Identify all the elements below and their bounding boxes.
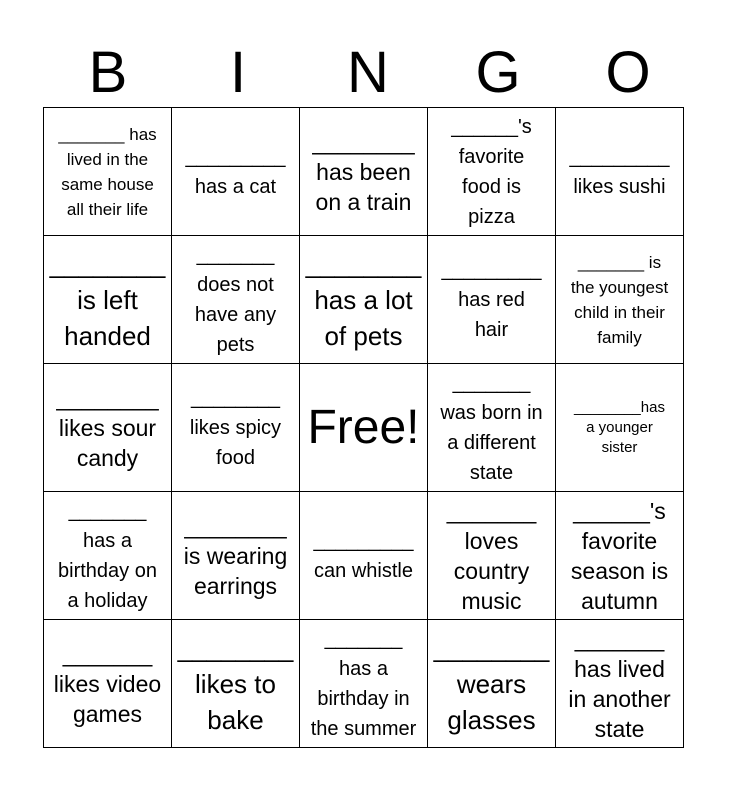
bingo-cell[interactable]: [428, 492, 556, 620]
bingo-cell[interactable]: [44, 108, 172, 236]
bingo-cell[interactable]: [44, 620, 172, 748]
bingo-cell[interactable]: [44, 492, 172, 620]
cell-text: ______'s favorite season is autumn: [570, 497, 669, 614]
cell-text: ______'s favorite food is pizza: [451, 115, 532, 228]
bingo-cell[interactable]: [556, 364, 684, 492]
bingo-cell[interactable]: [172, 492, 300, 620]
cell-text: _______ likes video games: [53, 640, 162, 727]
header-letter-b: B: [88, 40, 128, 105]
bingo-cell[interactable]: [44, 364, 172, 492]
bingo-cell[interactable]: [172, 620, 300, 748]
bingo-cell[interactable]: [172, 108, 300, 236]
cell-text: _______ does not have any pets: [194, 243, 277, 356]
free-space-cell[interactable]: [300, 364, 428, 492]
cell-text: ________ is wearing earrings: [183, 512, 288, 599]
bingo-cell[interactable]: [300, 620, 428, 748]
cell-text: _______ loves country music: [446, 497, 537, 614]
bingo-cell[interactable]: [172, 236, 300, 364]
bingo-cell[interactable]: [556, 108, 684, 236]
cell-text: _______ has a birthday in the summer: [310, 627, 417, 740]
bingo-cell[interactable]: [428, 236, 556, 364]
cell-text: _______ has a birthday on a holiday: [58, 499, 157, 612]
cell-text: _________ likes sushi: [569, 145, 670, 198]
bingo-cell[interactable]: [556, 620, 684, 748]
bingo-cell[interactable]: [556, 492, 684, 620]
bingo-row: [44, 236, 684, 364]
bingo-cell[interactable]: [556, 236, 684, 364]
header-letter-n: N: [347, 40, 389, 105]
cell-text: ________ has a lot of pets: [305, 248, 422, 351]
free-space-text: Free!: [307, 400, 420, 454]
bingo-header: [43, 38, 693, 108]
cell-text: _________ has red hair: [441, 258, 542, 341]
cell-text: _______ was born in a different state: [440, 371, 543, 484]
bingo-row: [44, 492, 684, 620]
cell-text: ________ has been on a train: [312, 128, 415, 215]
bingo-cell[interactable]: [428, 620, 556, 748]
bingo-row: [44, 108, 684, 236]
cell-text: _______ has lived in the same house all their life: [58, 124, 157, 219]
cell-text: ________ likes spicy food: [189, 386, 282, 469]
cell-text: _________ can whistle: [313, 529, 414, 582]
cell-text: ________ likes to bake: [177, 632, 294, 735]
cell-text: _______ has lived in another state: [568, 625, 671, 742]
bingo-card-grid: [43, 107, 684, 748]
bingo-row: [44, 620, 684, 748]
bingo-row: [44, 364, 684, 492]
cell-text: _______ is the youngest child in their family: [570, 252, 669, 347]
cell-text: _________ has a cat: [185, 145, 286, 198]
bingo-cell[interactable]: [428, 108, 556, 236]
bingo-cell[interactable]: [300, 492, 428, 620]
cell-text: ________has a younger sister: [574, 398, 665, 456]
bingo-cell[interactable]: [300, 236, 428, 364]
cell-text: ________ wears glasses: [433, 632, 550, 735]
bingo-cell[interactable]: [300, 108, 428, 236]
header-letter-i: I: [229, 40, 247, 105]
bingo-cell[interactable]: [172, 364, 300, 492]
bingo-cell[interactable]: [44, 236, 172, 364]
header-letter-o: O: [605, 40, 651, 105]
bingo-cell[interactable]: [428, 364, 556, 492]
cell-text: ________ is left handed: [49, 248, 166, 351]
cell-text: ________ likes sour candy: [56, 384, 159, 471]
header-letter-g: G: [475, 40, 521, 105]
